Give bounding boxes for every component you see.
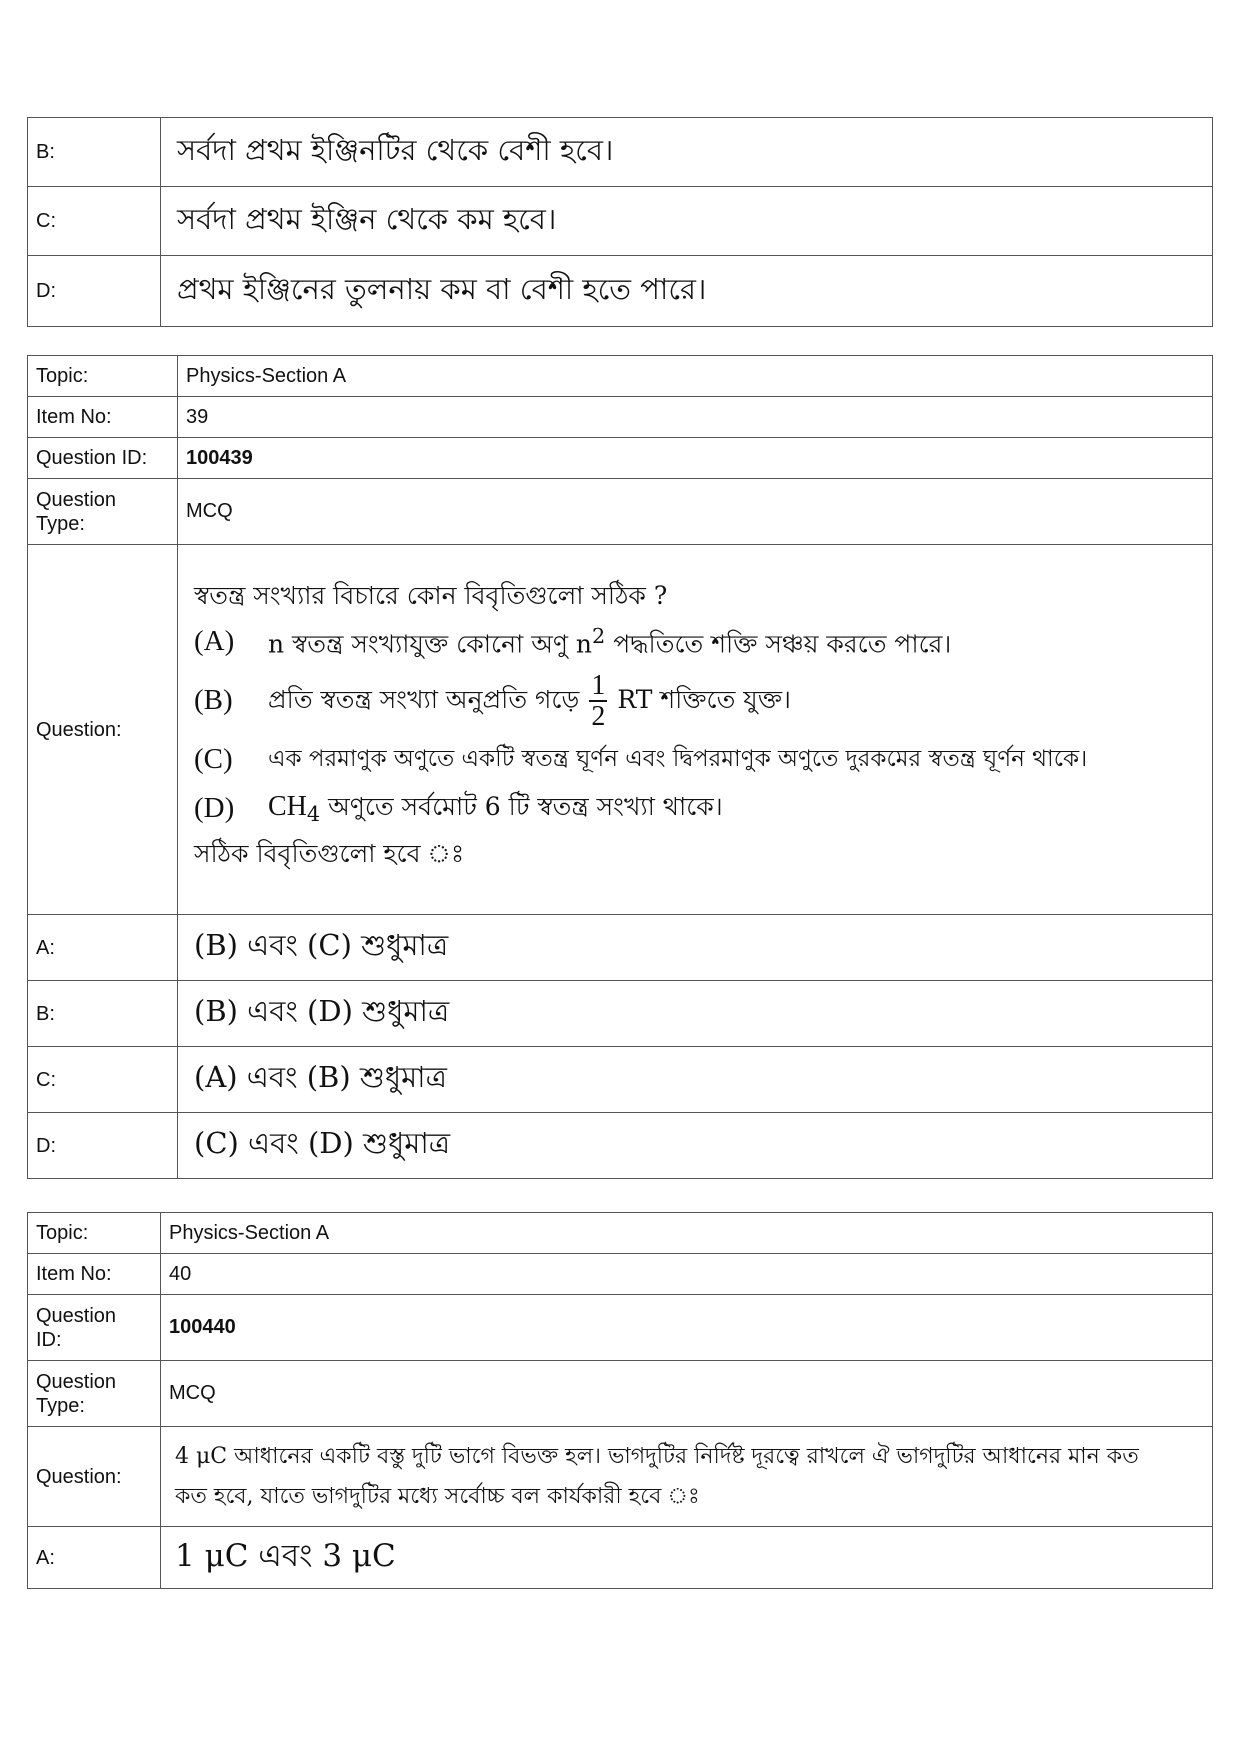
question-type-label [28,479,178,545]
option-row [28,118,1213,187]
item-no-row [28,1254,1213,1295]
statement-text: এক পরমাণুক অণুতে একটি স্বতন্ত্র ঘূর্ণন এবং দ্বিপরমাণুক অণুতে দুরকমের স্বতন্ত্র ঘূর্ণন থাকে। [268,746,1088,773]
topic-value: Physics-Section A [178,356,1213,397]
question-table-item-39 [27,355,1213,1179]
question-type-label-line1: Question [36,488,117,511]
topic-value: Physics-Section A [161,1213,1213,1254]
statement-label: (C) [194,743,233,776]
option-label: B: [28,981,178,1047]
question-id-row [28,1295,1213,1361]
question-row [28,1427,1213,1527]
option-text: প্রথম ইঞ্জিনের তুলনায় কম বা বেশী হতে পারে। [161,256,1213,327]
statement-text-part: অণুতে সর্বমোট 6 টি স্বতন্ত্র সংখ্যা থাকে। [320,792,723,822]
question-id-label: Question ID: [28,438,178,479]
statement-d [194,789,1204,828]
option-label: C: [28,187,161,256]
question-id-label-line2: ID: [36,1328,62,1351]
subscript: 4 [306,802,321,827]
item-no-label: Item No: [28,1254,161,1295]
item-no-row [28,397,1213,438]
option-text: (B) এবং (C) শুধুমাত্র [178,915,1213,981]
question-label: Question: [28,545,178,915]
superscript: 2 [592,623,606,648]
question-id-row [28,438,1213,479]
option-label: C: [28,1047,178,1113]
statement-text [268,671,791,732]
option-row [28,1527,1213,1589]
question-row [28,545,1213,915]
statement-label: (A) [194,624,235,657]
question-line: 4 μC আধানের একটি বস্তু দুটি ভাগে বিভক্ত হল। ভাগদুটির নির্দিষ্ট দূরত্বে রাখলে ঐ ভাগদুটির আধানের মান কত [175,1443,1139,1469]
item-no-value: 40 [161,1254,1213,1295]
option-text: সর্বদা প্রথম ইঞ্জিন থেকে কম হবে। [161,187,1213,256]
option-text: সর্বদা প্রথম ইঞ্জিনটির থেকে বেশী হবে। [161,118,1213,187]
topic-row [28,1213,1213,1254]
option-row [28,256,1213,327]
statement-a [194,623,1204,661]
question-type-row [28,1361,1213,1427]
statement-text-part: CH [268,791,307,823]
question-line: কত হবে, যাতে ভাগদুটির মধ্যে সর্বোচ্চ বল কার্যকারী হবে ঃ [175,1483,700,1509]
statement-text [268,789,723,828]
question-id-label [28,1295,161,1361]
question-type-label-line2: Type: [36,1394,85,1417]
option-row [28,915,1213,981]
question-type-row [28,479,1213,545]
option-label: D: [28,1113,178,1179]
question-type-value: MCQ [178,479,1213,545]
question-type-label-line2: Type: [36,512,85,535]
previous-question-options-table [27,117,1213,327]
option-text: (B) এবং (D) শুধুমাত্র [178,981,1213,1047]
topic-label: Topic: [28,356,178,397]
item-no-label: Item No: [28,397,178,438]
fraction-denominator: 2 [591,701,606,733]
option-text: 1 μC এবং 3 μC [161,1527,1213,1589]
statement-label: (D) [194,791,235,824]
statement-label: (B) [194,684,233,717]
option-label: A: [28,1527,161,1589]
option-row [28,981,1213,1047]
item-no-value: 39 [178,397,1213,438]
statement-c [194,741,1204,779]
fraction [589,671,607,732]
option-row [28,1113,1213,1179]
question-body [178,545,1213,915]
topic-label: Topic: [28,1213,161,1254]
option-row [28,1047,1213,1113]
question-body [161,1427,1213,1527]
question-type-label-line1: Question [36,1370,117,1393]
question-type-value: MCQ [161,1361,1213,1427]
question-id-value: 100439 [178,438,1213,479]
option-label: A: [28,915,178,981]
question-outro: সঠিক বিবৃতিগুলো হবে ঃ [194,839,465,869]
option-text: (A) এবং (B) শুধুমাত্র [178,1047,1213,1113]
statement-b [194,671,1204,732]
statement-text-part: পদ্ধতিতে শক্তি সঞ্চয় করতে পারে। [605,629,952,659]
option-text: (C) এবং (D) শুধুমাত্র [178,1113,1213,1179]
question-id-value: 100440 [161,1295,1213,1361]
statement-text-part: RT শক্তিতে যুক্ত। [617,684,791,714]
topic-row [28,356,1213,397]
question-id-label-line1: Question [36,1304,117,1327]
statement-text-part: প্রতি স্বতন্ত্র সংখ্যা অনুপ্রতি গড়ে [268,684,580,714]
question-intro: স্বতন্ত্র সংখ্যার বিচারে কোন বিবৃতিগুলো সঠিক ? [194,581,668,611]
option-row [28,187,1213,256]
option-label: D: [28,256,161,327]
statement-text-part: n স্বতন্ত্র সংখ্যাযুক্ত কোনো অণু n [268,629,593,659]
question-type-label [28,1361,161,1427]
question-table-item-40 [27,1212,1213,1589]
fraction-numerator: 1 [591,669,606,701]
question-label: Question: [28,1427,161,1527]
option-label: B: [28,118,161,187]
statement-text [268,623,951,661]
